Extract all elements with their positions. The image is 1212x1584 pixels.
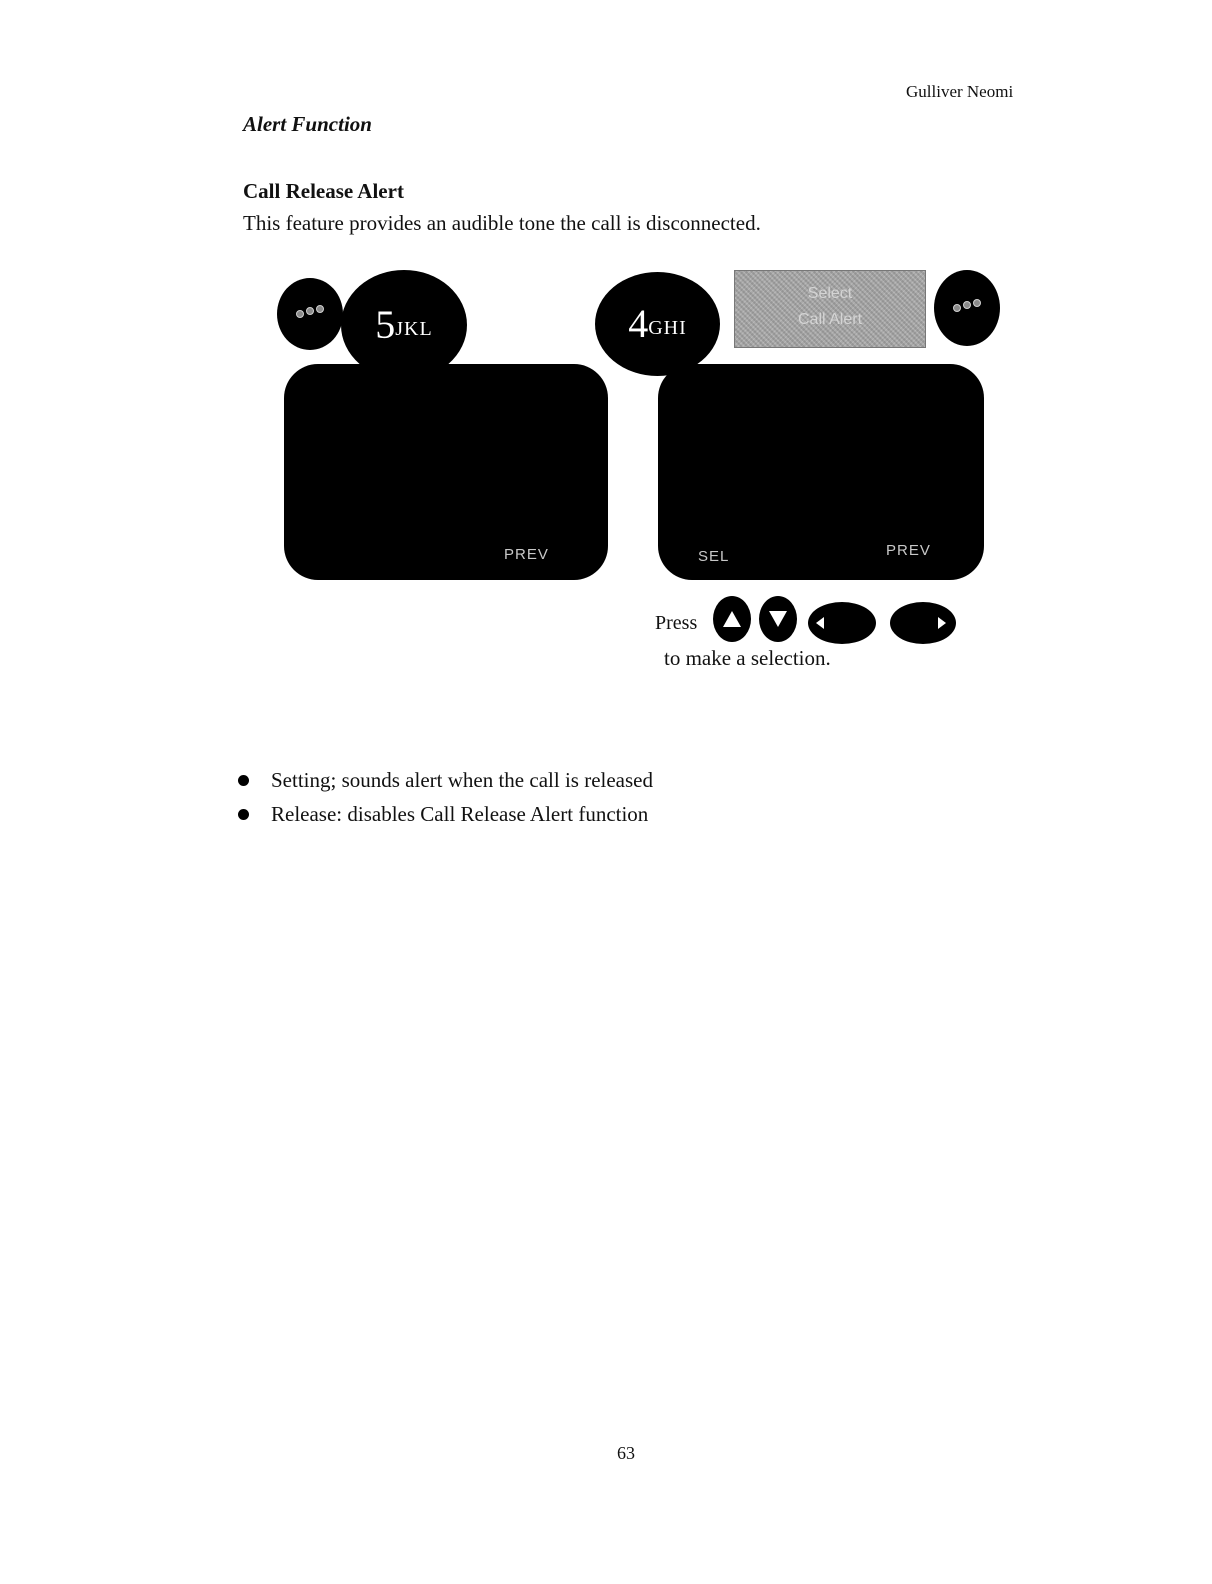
screen-softkey-prev: PREV (504, 546, 549, 563)
phone-screen-left (284, 364, 608, 580)
list-item-text: Release: disables Call Release Alert function (271, 801, 649, 826)
select-call-alert-softkey (734, 270, 926, 348)
option-list (238, 763, 653, 831)
key-letters: GHI (648, 316, 687, 339)
key-digit: 4 (628, 301, 649, 346)
down-arrow-icon (759, 596, 797, 642)
list-item-text: Setting; sounds alert when the call is released (271, 767, 653, 792)
bullet-icon (238, 809, 249, 820)
softkey-line-2: Call Alert (797, 311, 863, 328)
subsection-title: Call Release Alert (243, 179, 404, 203)
page-number: 63 (617, 1443, 635, 1463)
screen-softkey-sel: SEL (698, 548, 730, 565)
menu-dots-icon (934, 270, 1000, 346)
right-arrow-icon (890, 602, 956, 644)
author-name: Gulliver Neomi (906, 82, 1014, 101)
key-digit: 5 (375, 302, 396, 347)
list-item (238, 763, 653, 797)
list-item (238, 797, 653, 831)
bullet-icon (238, 775, 249, 786)
intro-text: This feature provides an audible tone the call is disconnected. (243, 211, 761, 235)
key-letters: JKL (395, 317, 433, 340)
press-label: Press (655, 612, 698, 634)
section-title: Alert Function (243, 112, 372, 136)
screen-softkey-prev: PREV (886, 542, 931, 559)
selection-caption: to make a selection. (664, 646, 831, 670)
phone-screen-right (658, 364, 984, 580)
key-4-ghi (595, 272, 720, 376)
left-arrow-icon (808, 602, 876, 644)
up-arrow-icon (713, 596, 751, 642)
menu-dots-icon (277, 278, 343, 350)
softkey-line-1: Select (807, 285, 853, 302)
